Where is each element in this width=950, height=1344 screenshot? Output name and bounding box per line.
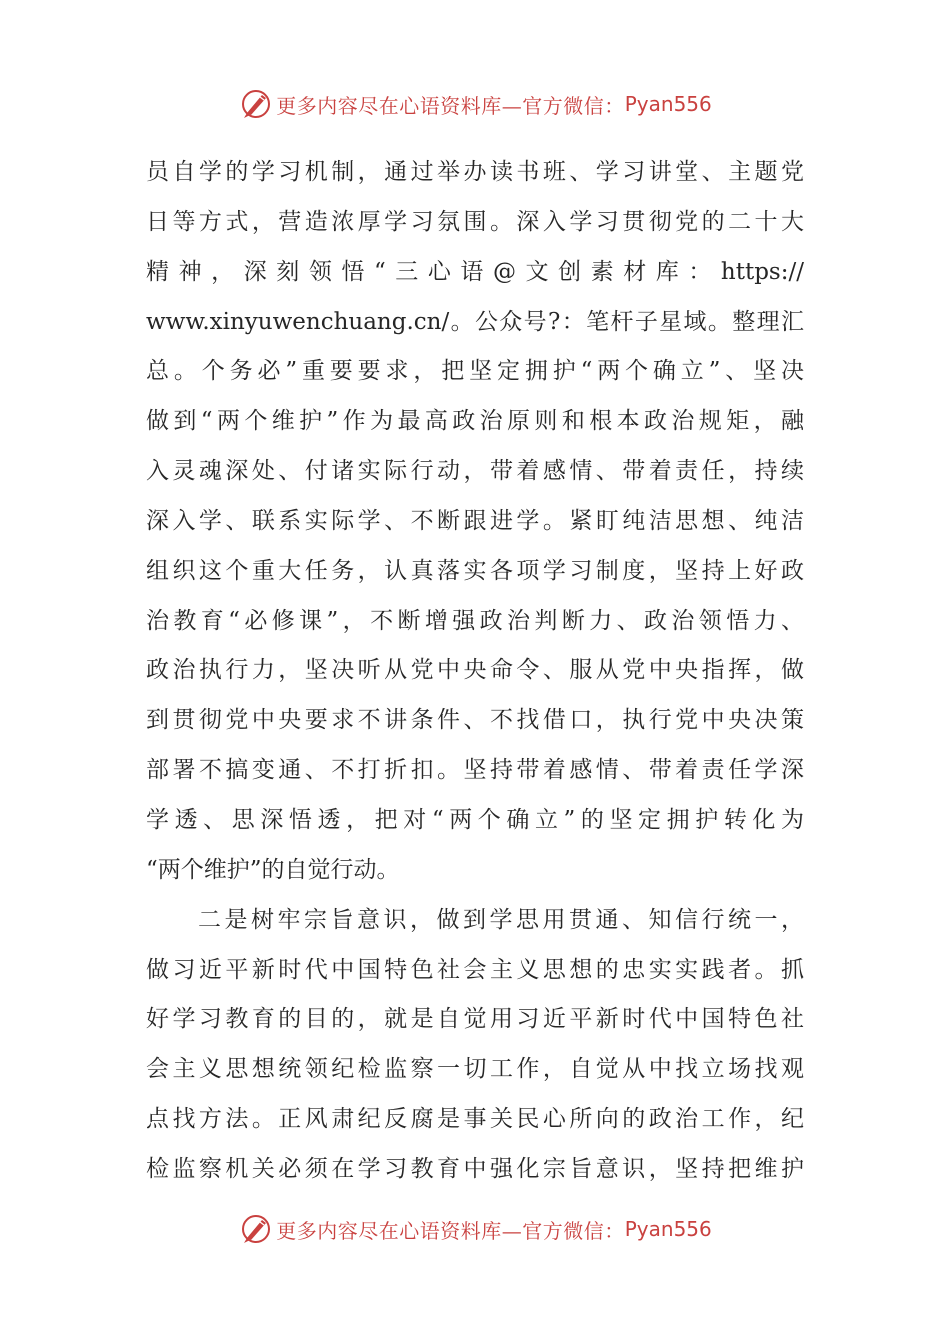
text-line: 精神，深刻领悟“三心语@文创素材库：https:// [146, 258, 804, 285]
text-line: 好学习教育的目的，就是自觉用习近平新时代中国特色社 [146, 1006, 804, 1033]
footer-wechat-id: Pyan556 [624, 1217, 712, 1241]
pen-nib-circle-icon [238, 86, 274, 122]
text-line: 政治执行力，坚决听从党中央命令、服从党中央指挥，做 [146, 657, 804, 684]
text-line: 学透、思深悟透，把对“两个确立”的坚定拥护转化为 [146, 806, 804, 833]
text-line: 检监察机关必须在学习教育中强化宗旨意识，坚持把维护 [146, 1155, 804, 1182]
text-line: 员自学的学习机制，通过举办读书班、学习讲堂、主题党 [146, 159, 804, 185]
header-wechat-id: Pyan556 [624, 92, 712, 116]
paragraph-start-line: 二是树牢宗旨意识，做到学思用贯通、知信行统一， [198, 906, 804, 933]
footer-banner-text: 更多内容尽在心语资料库—官方微信： [276, 1218, 625, 1243]
header-watermark-banner [0, 82, 950, 126]
text-line: 做习近平新时代中国特色社会主义思想的忠实实践者。抓 [146, 956, 804, 983]
text-line: 总。个务必”重要要求，把坚定拥护“两个确立”、坚决 [146, 358, 804, 385]
text-line: 深入学、联系实际学、不断跟进学。紧盯纯洁思想、纯洁 [146, 507, 804, 534]
pen-nib-circle-icon [238, 1211, 274, 1247]
text-line: 到贯彻党中央要求不讲条件、不找借口，执行党中央决策 [146, 707, 804, 734]
footer-watermark-banner [0, 1207, 950, 1251]
header-banner-text: 更多内容尽在心语资料库—官方微信： [276, 93, 625, 118]
text-line: 点找方法。正风肃纪反腐是事关民心所向的政治工作，纪 [146, 1106, 804, 1133]
paragraph-end-line: “两个维护”的自觉行动。 [146, 856, 400, 883]
text-line: 部署不搞变通、不打折扣。坚持带着感情、带着责任学深 [146, 757, 804, 784]
text-line: 会主义思想统领纪检监察一切工作，自觉从中找立场找观 [146, 1056, 804, 1083]
text-line: 治教育“必修课”，不断增强政治判断力、政治领悟力、 [146, 607, 804, 634]
document-body [146, 148, 804, 1195]
text-line: 入灵魂深处、付诸实际行动，带着感情、带着责任，持续 [146, 458, 804, 485]
text-line: 组织这个重大任务，认真落实各项学习制度，坚持上好政 [146, 557, 804, 584]
text-line: 日等方式，营造浓厚学习氛围。深入学习贯彻党的二十大 [146, 208, 804, 235]
text-line: www.xinyuwenchuang.cn/。公众号?：笔杆子星域。整理汇 [146, 308, 804, 335]
text-line: 做到“两个维护”作为最高政治原则和根本政治规矩，融 [146, 408, 804, 435]
